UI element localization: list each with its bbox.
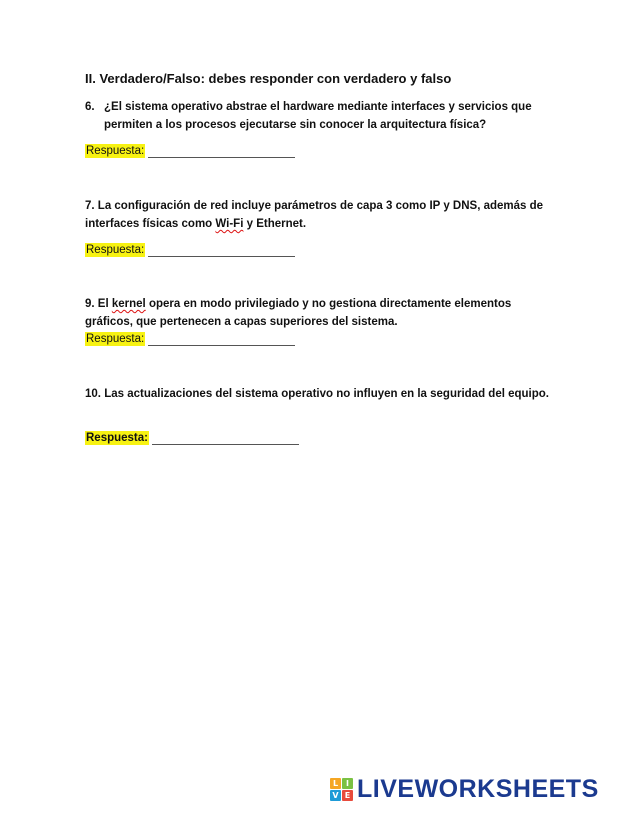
answer-label: Respuesta: [86,333,145,345]
spellcheck-flagged-word: Wi-Fi [215,218,244,230]
question-text: La configuración de red incluye parámetros de capa 3 como IP y DNS, además de interfaces físicas como [85,200,544,230]
answer-field-9[interactable] [148,333,295,346]
brand-name: LIVEWORKSHEETS [357,774,599,803]
logo-letter: V [330,790,341,801]
logo-letter: I [342,778,353,789]
question-text: El [97,298,112,310]
question-number: 6. [85,101,95,113]
question-9 [85,295,560,331]
answer-field-10[interactable] [152,432,299,445]
answer-row-10 [85,431,299,445]
answer-field-7[interactable] [148,244,295,257]
answer-row-7 [85,243,295,257]
question-number: 9. [85,298,95,310]
question-text: Las actualizaciones del sistema operativo no influyen en la seguridad del equipo. [104,388,549,400]
answer-label: Respuesta: [86,432,148,444]
answer-field-6[interactable] [148,145,295,158]
logo-mark-icon [330,778,353,801]
liveworksheets-logo [330,775,599,803]
question-6 [85,98,560,134]
question-text-end: opera en modo privilegiado y no gestiona directamente elementos gráficos, que pertenecen a capas superiores del sistema. [85,298,512,328]
question-7 [85,197,560,233]
question-number: 10. [85,388,101,400]
question-10 [85,385,560,403]
question-text-end: y Ethernet. [243,218,307,230]
answer-row-9 [85,332,295,346]
question-text: ¿El sistema operativo abstrae el hardware mediante interfaces y servicios que permiten a los procesos ejecutarse sin conocer la arquitectura física? [104,101,532,131]
answer-label: Respuesta: [86,145,145,157]
answer-label: Respuesta: [86,244,145,256]
logo-letter: E [342,790,353,801]
logo-letter: L [330,778,341,789]
answer-row-6 [85,144,295,158]
spellcheck-flagged-word: kernel [111,298,146,310]
question-number: 7. [85,200,95,212]
section-title: II. Verdadero/Falso: debes responder con verdadero y falso [85,71,452,86]
